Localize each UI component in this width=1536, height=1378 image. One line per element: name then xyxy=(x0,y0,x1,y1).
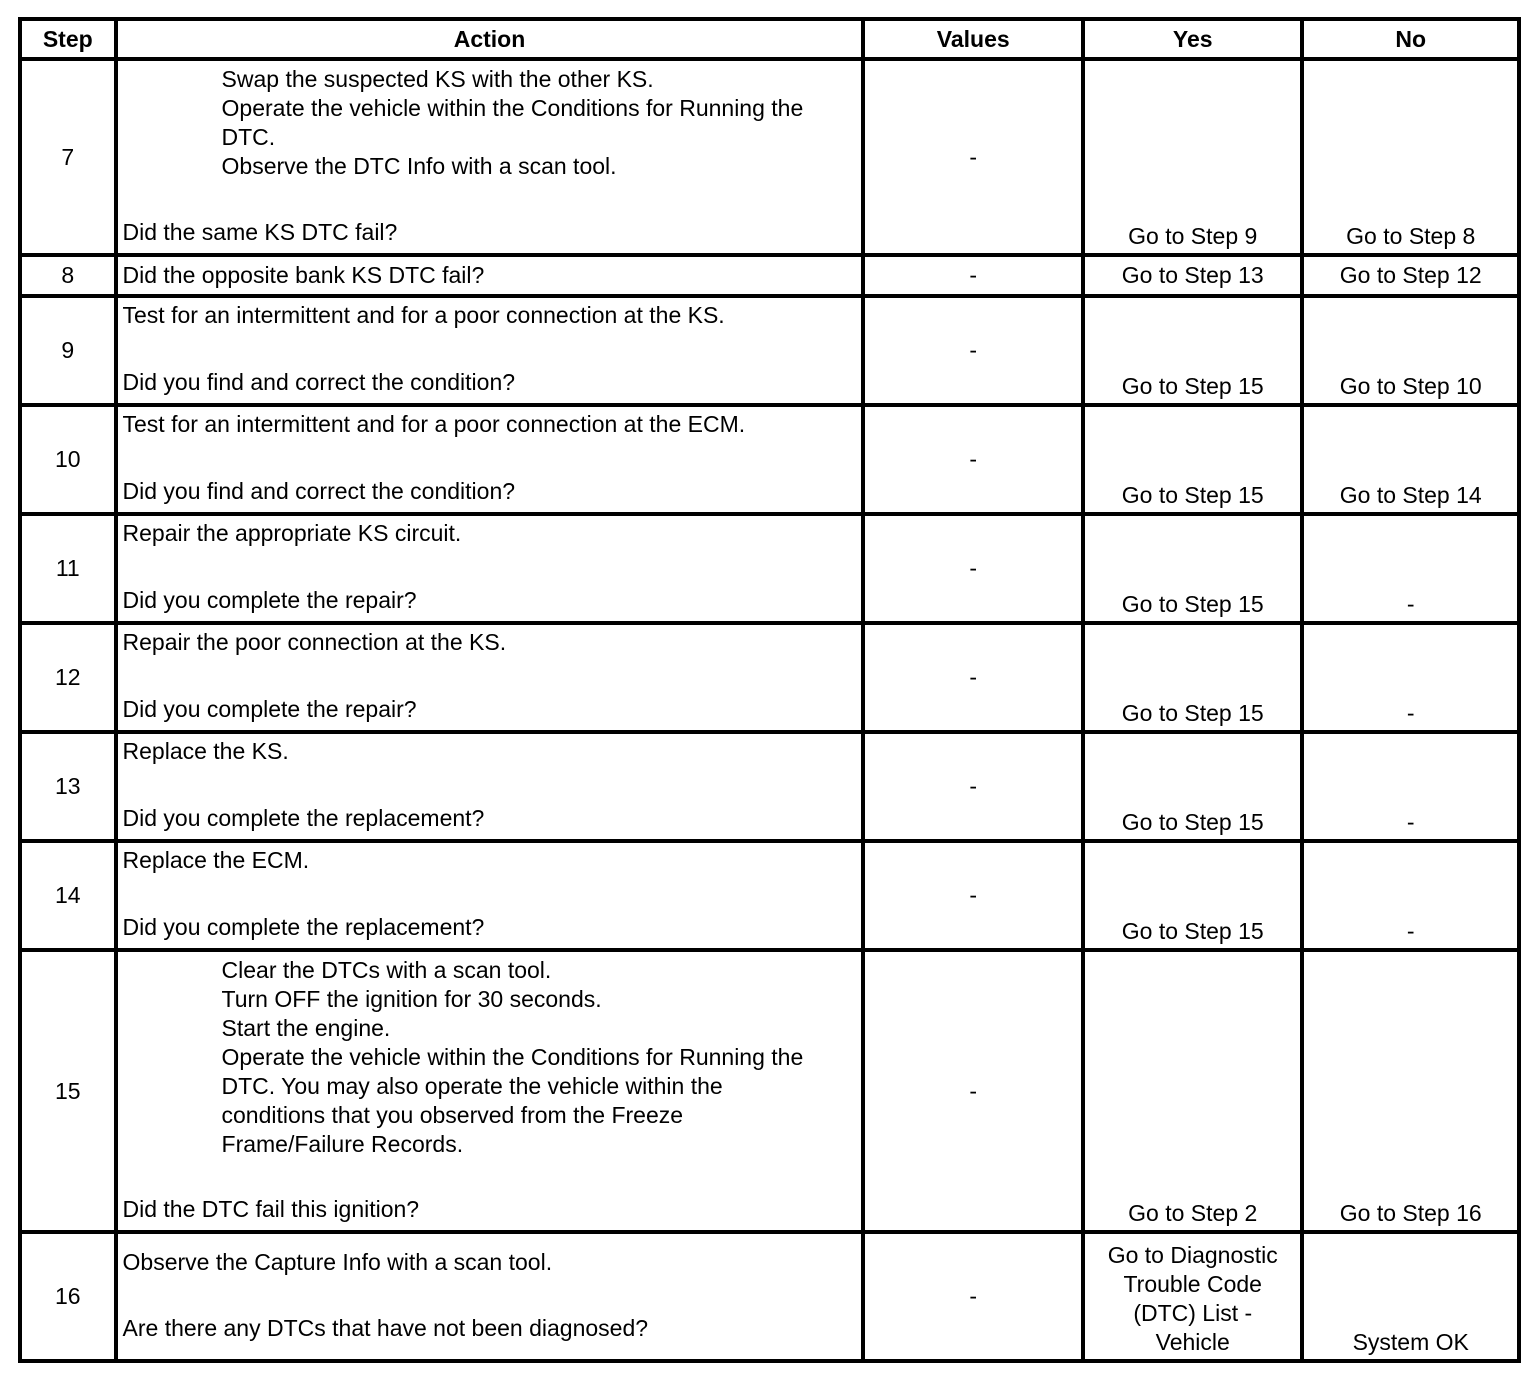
no-value: - xyxy=(1302,623,1519,732)
action-instruction: Observe the Capture Info with a scan tool. xyxy=(122,1249,553,1275)
values-cell: - xyxy=(863,255,1083,296)
yes-link[interactable]: Go to Step 15 xyxy=(1083,514,1303,623)
table-row-step-12 xyxy=(20,623,1519,732)
sub-step-list xyxy=(118,952,862,1159)
sub-step: Turn OFF the ignition for 30 seconds. xyxy=(221,986,602,1012)
action-question: Did you complete the repair? xyxy=(122,587,417,613)
step-number: 8 xyxy=(20,255,116,296)
action-cell xyxy=(116,296,864,405)
yes-link[interactable]: Go to Step 15 xyxy=(1083,841,1303,950)
table-row-step-13 xyxy=(20,732,1519,841)
step-number: 15 xyxy=(20,950,116,1232)
action-question: Did you find and correct the condition? xyxy=(122,478,516,504)
table-row-step-7 xyxy=(20,59,1519,255)
action-cell xyxy=(116,514,864,623)
sub-step: Clear the DTCs with a scan tool. xyxy=(221,957,552,983)
step-number: 11 xyxy=(20,514,116,623)
yes-link[interactable]: Go to Step 15 xyxy=(1083,623,1303,732)
sub-step: Observe the DTC Info with a scan tool. xyxy=(221,153,617,179)
action-column-header: Action xyxy=(116,19,864,59)
table-row-step-15 xyxy=(20,950,1519,1232)
no-link[interactable]: Go to Step 14 xyxy=(1302,405,1519,514)
step-number: 7 xyxy=(20,59,116,255)
action-question: Did the opposite bank KS DTC fail? xyxy=(122,262,485,288)
values-cell: - xyxy=(863,405,1083,514)
sub-step: Operate the vehicle within the Conditions for Running the DTC. You may also operate the vehicle within the conditions that you observed from the Freeze Frame/Failure Records. xyxy=(221,1044,804,1157)
values-cell: - xyxy=(863,732,1083,841)
sub-step: Swap the suspected KS with the other KS. xyxy=(221,66,654,92)
yes-link[interactable]: Go to Step 9 xyxy=(1083,59,1303,255)
no-value: - xyxy=(1302,732,1519,841)
sub-step-list xyxy=(118,61,862,181)
no-link[interactable]: Go to Step 10 xyxy=(1302,296,1519,405)
no-column-header: No xyxy=(1302,19,1519,59)
values-column-header: Values xyxy=(863,19,1083,59)
step-number: 9 xyxy=(20,296,116,405)
action-cell xyxy=(116,950,864,1232)
diagnostic-steps-table xyxy=(18,17,1521,1363)
yes-column-header: Yes xyxy=(1083,19,1303,59)
action-instruction: Test for an intermittent and for a poor connection at the KS. xyxy=(122,302,725,328)
action-question: Did you complete the replacement? xyxy=(122,805,485,831)
action-instruction: Repair the poor connection at the KS. xyxy=(122,629,507,655)
table-row-step-14 xyxy=(20,841,1519,950)
table-row-step-11 xyxy=(20,514,1519,623)
yes-link[interactable]: Go to Step 15 xyxy=(1083,732,1303,841)
table-row-step-9 xyxy=(20,296,1519,405)
no-link[interactable]: Go to Step 16 xyxy=(1302,950,1519,1232)
yes-link[interactable]: Go to Step 13 xyxy=(1083,255,1303,296)
action-question: Did the same KS DTC fail? xyxy=(122,219,398,245)
action-instruction: Repair the appropriate KS circuit. xyxy=(122,520,462,546)
yes-link[interactable]: Go to Step 15 xyxy=(1083,296,1303,405)
values-cell: - xyxy=(863,623,1083,732)
step-number: 12 xyxy=(20,623,116,732)
action-cell xyxy=(116,405,864,514)
step-number: 13 xyxy=(20,732,116,841)
table-row-step-10 xyxy=(20,405,1519,514)
action-question: Did you complete the replacement? xyxy=(122,914,485,940)
table-row-step-8 xyxy=(20,255,1519,296)
sub-step: Operate the vehicle within the Conditions for Running the DTC. xyxy=(221,95,804,150)
action-cell xyxy=(116,732,864,841)
action-question: Did you complete the repair? xyxy=(122,696,417,722)
no-value: - xyxy=(1302,514,1519,623)
step-number: 14 xyxy=(20,841,116,950)
step-number: 16 xyxy=(20,1232,116,1361)
values-cell: - xyxy=(863,841,1083,950)
step-column-header: Step xyxy=(20,19,116,59)
no-link[interactable]: Go to Step 8 xyxy=(1302,59,1519,255)
action-question: Are there any DTCs that have not been diagnosed? xyxy=(122,1315,649,1341)
header-row xyxy=(20,19,1519,59)
no-link[interactable]: System OK xyxy=(1302,1232,1519,1361)
no-value: - xyxy=(1302,841,1519,950)
action-question: Did you find and correct the condition? xyxy=(122,369,516,395)
yes-link[interactable]: Go to Step 15 xyxy=(1083,405,1303,514)
yes-link[interactable]: Go to Step 2 xyxy=(1083,950,1303,1232)
action-instruction: Replace the KS. xyxy=(122,738,289,764)
yes-link[interactable]: Go to Diagnostic Trouble Code (DTC) List - Vehicle xyxy=(1083,1232,1303,1361)
sub-step: Start the engine. xyxy=(221,1015,391,1041)
action-instruction: Test for an intermittent and for a poor connection at the ECM. xyxy=(122,411,746,437)
action-cell xyxy=(116,623,864,732)
table-row-step-16 xyxy=(20,1232,1519,1361)
values-cell: - xyxy=(863,59,1083,255)
action-cell xyxy=(116,59,864,255)
values-cell: - xyxy=(863,950,1083,1232)
values-cell: - xyxy=(863,514,1083,623)
action-cell xyxy=(116,841,864,950)
values-cell: - xyxy=(863,1232,1083,1361)
no-link[interactable]: Go to Step 12 xyxy=(1302,255,1519,296)
action-cell xyxy=(116,255,864,296)
step-number: 10 xyxy=(20,405,116,514)
action-question: Did the DTC fail this ignition? xyxy=(122,1196,420,1222)
values-cell: - xyxy=(863,296,1083,405)
action-instruction: Replace the ECM. xyxy=(122,847,310,873)
action-cell xyxy=(116,1232,864,1361)
